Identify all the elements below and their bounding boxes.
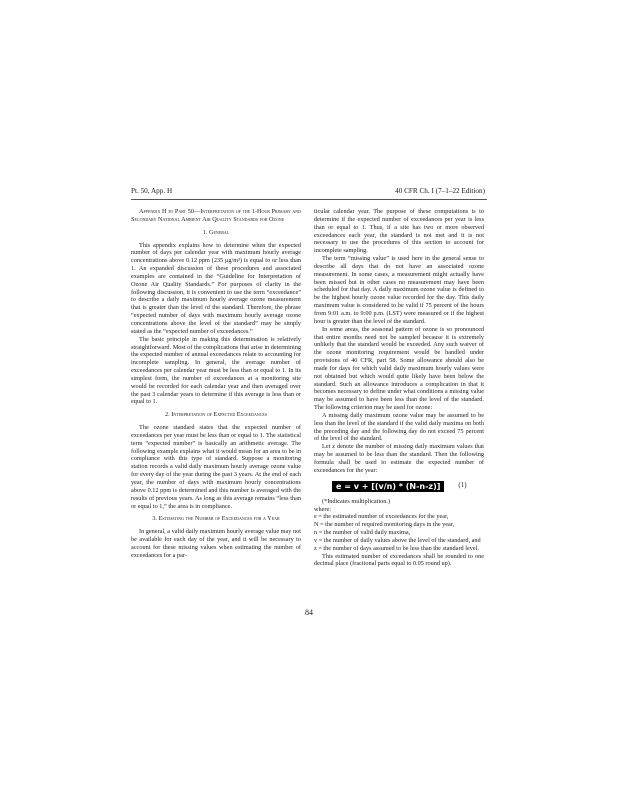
where-label: where: xyxy=(314,505,332,513)
page-number: 84 xyxy=(305,608,313,617)
left-column xyxy=(131,208,301,560)
criterion-paragraph: A missing daily maximum ozone value may be assumed to be less than the level of the standard if the valid daily maxima on both the preceding day and the following day do not exceed 75 percent of the level of the standard. xyxy=(314,411,484,443)
paragraph: The basic principle in making this determination is relatively straightforward. Most of the complications that arise in determining the expected number of annual exceedances relate to accounting for incomplete sampling. In general, the average number of exceedances per calendar year must be less than or equal to 1. In its simplest form, the number of exceedances at a monitoring site would be recorded for each calendar year and then averaged over the past 3 calendar years to determine if this average is less than or equal to 1. xyxy=(131,335,301,406)
definition-item: z = the number of days assumed to be less than the standard level. xyxy=(314,544,479,552)
appendix-title: Appendix H to Part 50—Interpretation of the 1-Hour Primary and Secondary National Ambient Air Quality Standards for Ozone xyxy=(131,208,301,223)
paragraph: The term “missing value” is used here in the general sense to describe all days that do not have an associated ozone measurement. In some cases, a measurement might actually have been missed but in other cases no measurement may have been scheduled for that day. A daily maximum ozone value is defined to be the highest hourly ozone value recorded for the day. This daily maximum value is considered to be valid if 75 percent of the hours from 9:01 a.m. to 9:00 p.m. (LST) were measured or if the highest hour is greater than the level of the standard. xyxy=(314,255,484,325)
running-header-left: Pt. 50, App. H xyxy=(131,187,173,195)
running-header-right: 40 CFR Ch. I (7–1–22 Edition) xyxy=(395,187,485,195)
section-heading-interpretation: 2. Interpretation of Expected Exceedances xyxy=(164,411,268,419)
definition-item: e = the estimated number of exceedances for the year, xyxy=(314,513,449,521)
paragraph: This estimated number of exceedances shall be rounded to one decimal place (fractional parts equal to 0.05 round up). xyxy=(314,552,484,568)
definition-item: N = the number of required monitoring days in the year, xyxy=(314,521,455,529)
header-rule xyxy=(131,199,487,200)
right-column xyxy=(314,208,484,568)
section-heading-estimating: 3. Estimating the Number of Exceedances for a Year xyxy=(152,515,280,523)
definition-item: v = the number of daily values above the level of the standard, and xyxy=(314,536,481,544)
definition-item: n = the number of valid daily maxima, xyxy=(314,529,411,537)
equation: e = v + [(v/n) * (N-n-z)] xyxy=(332,481,444,492)
paragraph: In general, a valid daily maximum hourly average value may not be available for each day of the year, and it will be necessary to account for these missing values when estimating the number of exceedances for a par- xyxy=(131,528,301,559)
variable-definitions xyxy=(314,513,484,552)
paragraph: ticular calendar year. The purpose of these computations is to determine if the expected number of exceedances per year is less than or equal to 1. Thus, if a site has two or more observed exceedances each year, the standard is not met and it is not necessary to use the procedures of this section to account for incomplete sampling. xyxy=(314,208,484,255)
paragraph: The ozone standard states that the expected number of exceedances per year must be less than or equal to 1. The statistical term “expected number” is basically an arithmetic average. The following example explains what it would mean for an area to be in compliance with this type of standard. Suppose a monitoring station records a valid daily maximum hourly average ozone value for every day of the year during the past 3 years. At the end of each year, the number of days with maximum hourly concentrations above 0.12 ppm is determined and this number is averaged with the results of previous years. As long as this average remains “less than or equal to 1,” the area is in compliance. xyxy=(131,424,301,510)
equation-row xyxy=(332,481,484,492)
equation-number: (1) xyxy=(458,481,467,490)
paragraph: This appendix explains how to determine when the expected number of days per calendar year with maximum hourly average concentrations above 0.12 ppm (235 μg/m³) is equal to or less than 1. An expanded discussion of these procedures and associated examples are contained in the “Guideline for Interpretation of Ozone Air Quality Standards.” For purposes of clarity in the following discussion, it is convenient to use the term “exceedance” to describe a daily maximum hourly average ozone measurement that is greater than the level of the standard. Therefore, the phrase “expected number of days with maximum hourly average ozone concentrations above the level of the standard” may be simply stated as the “expected number of exceedances.” xyxy=(131,241,301,335)
equation-note: (*Indicates multiplication.) xyxy=(322,497,391,505)
section-heading-general: 1. General xyxy=(202,228,230,236)
paragraph: In some areas, the seasonal pattern of ozone is so pronounced that entire months need not be sampled because it is extremely unlikely that the standard would be exceeded. Any such waiver of the ozone monitoring requirement would be handled under provisions of 40 CFR, part 58. Some allowance should also be made for days for which valid daily maximum hourly values were not obtained but which would quite likely have been below the standard. Such an allowance introduces a complication in that it becomes necessary to define under what conditions a missing value may be assumed to have been less than the level of the standard. The following criterion may be used for ozone: xyxy=(314,325,484,412)
paragraph: Let z denote the number of missing daily maximum values that may be assumed to be less than the standard. Then the following formula shall be used to estimate the expected number of exceedances for the year: xyxy=(314,443,484,474)
